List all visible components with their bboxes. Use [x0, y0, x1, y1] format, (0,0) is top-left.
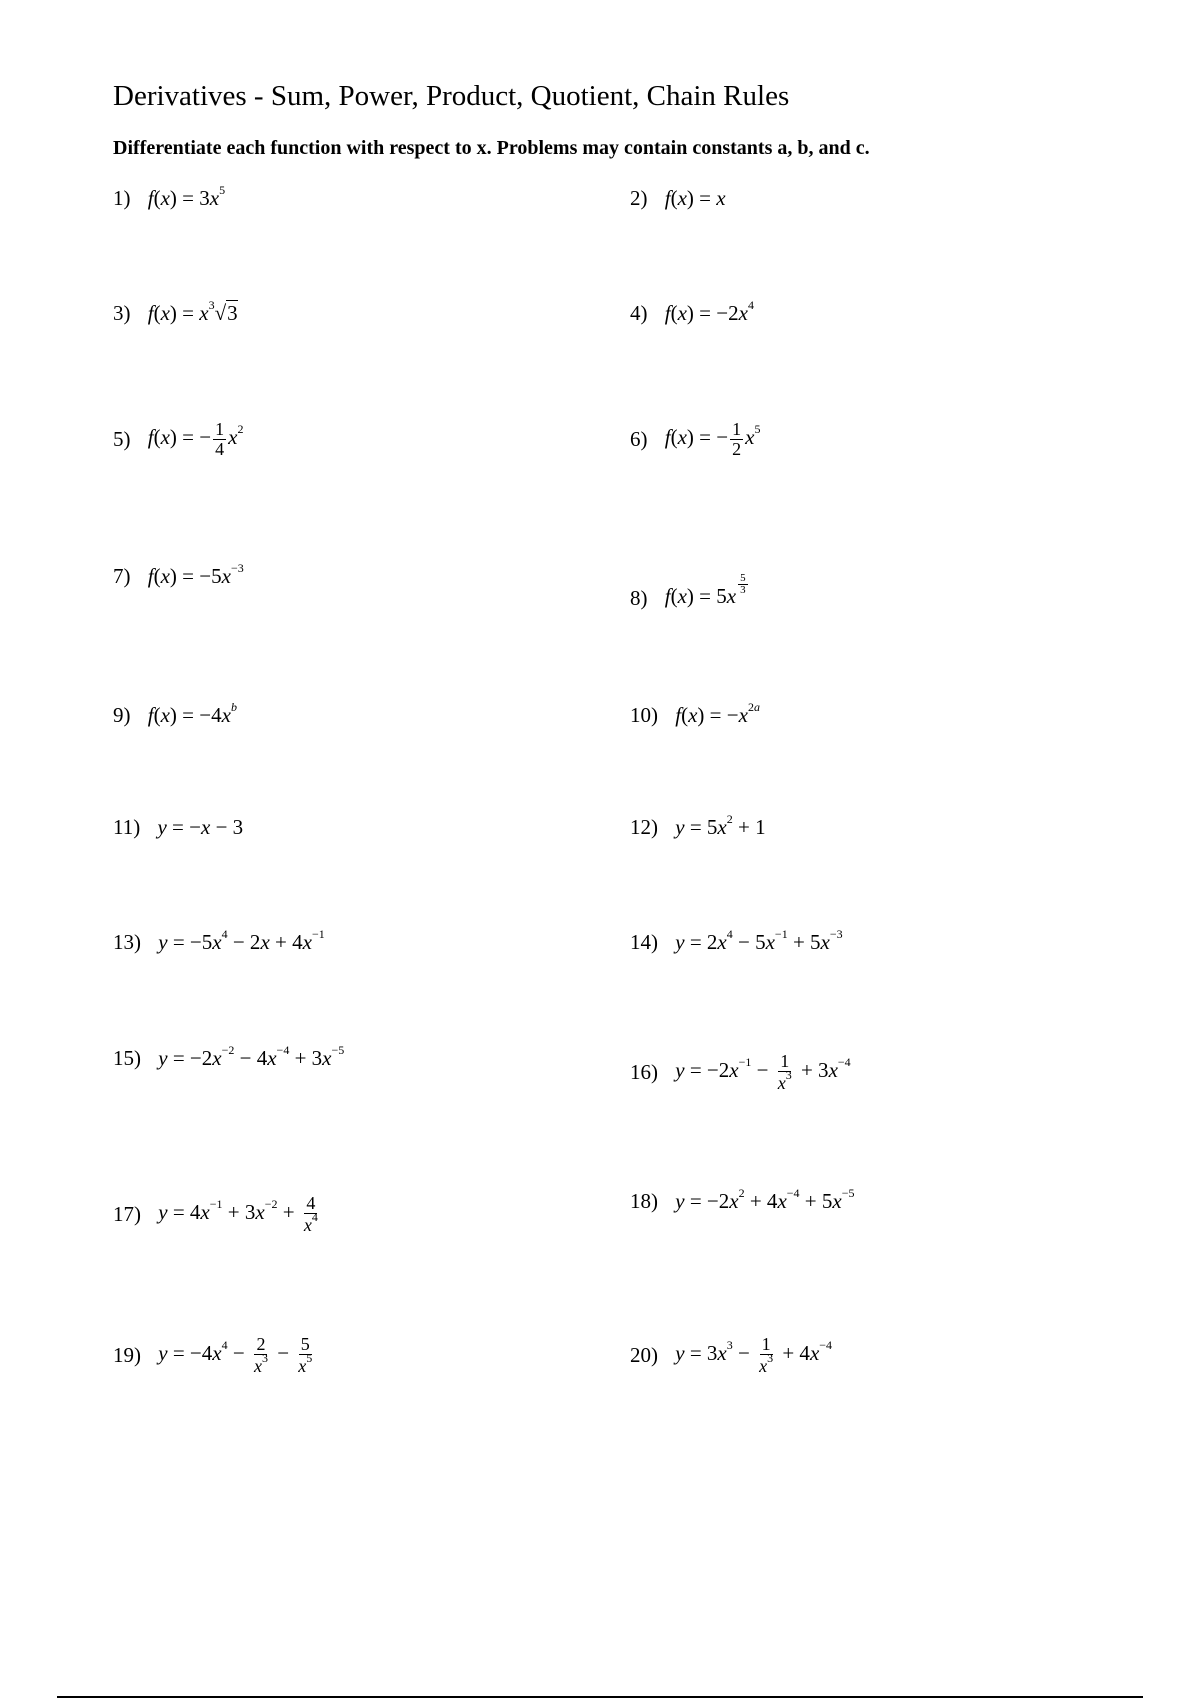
- problem-expression: f(x) = − $\frac{1}{2}$ $x^5$: [664, 419, 761, 459]
- problem-number: 12): [630, 814, 658, 839]
- problem-20: [630, 1335, 832, 1376]
- problem-expression: $f(x) = -x^{2a}$: [675, 700, 760, 728]
- page-title: Derivatives - Sum, Power, Product, Quotient, Chain Rules: [113, 80, 790, 112]
- problem-number: 20): [630, 1342, 658, 1367]
- problem-number: 17): [113, 1201, 141, 1226]
- problem-expression: $y = -2x^2 + 4x^{-4} + 5x^{-5}$: [675, 1186, 855, 1214]
- problem-expression: y = −x − 3: [157, 814, 244, 839]
- page-bottom-rule: [57, 1696, 1143, 1698]
- problem-expression: $f(x) = 3x^5$: [147, 183, 226, 211]
- problem-16: [630, 1052, 851, 1093]
- problem-number: 19): [113, 1342, 141, 1367]
- problem-number: 10): [630, 702, 658, 727]
- problem-expression: $f(x) = -4x^b$: [147, 700, 237, 728]
- problem-expression: $f(x) = -5x^{-3}$: [147, 561, 244, 589]
- problem-number: 15): [113, 1045, 141, 1070]
- problem-8: [630, 572, 750, 610]
- problem-7: [113, 561, 244, 589]
- problem-number: 7): [113, 563, 131, 588]
- problem-expression: $f(x) = -2x^4$: [664, 298, 754, 326]
- problem-expression: f(x) = 5x $\frac{5}{3}$: [664, 572, 746, 609]
- problem-expression: $y = -2x^{-1}$ − $\frac{1}{x^3}$ + $3x^{-4}$: [675, 1051, 851, 1093]
- problem-17: [113, 1194, 322, 1235]
- problem-number: 16): [630, 1059, 658, 1084]
- problem-number: 13): [113, 929, 141, 954]
- problem-15: [113, 1043, 345, 1071]
- problem-5: [113, 420, 243, 459]
- problem-11: [113, 815, 243, 838]
- problem-expression: f(x) = x: [664, 185, 726, 210]
- problem-14: [630, 927, 843, 955]
- problem-number: 4): [630, 300, 648, 325]
- problem-2: [630, 186, 726, 209]
- problem-12: [630, 812, 766, 840]
- problem-9: [113, 700, 237, 728]
- problem-number: 11): [113, 814, 141, 839]
- problem-expression: $y = 2x^4 - 5x^{-1} + 5x^{-3}$: [675, 927, 843, 955]
- problem-expression: f(x) = − $\frac{1}{4}$ $x^2$: [147, 419, 244, 459]
- problem-expression: $y = -4x^4$ − $\frac{2}{x^3}$ − $\frac{5}{x^5}$: [158, 1334, 313, 1376]
- problem-expression: $y = -2x^{-2} - 4x^{-4} + 3x^{-5}$: [158, 1043, 345, 1071]
- problem-4: [630, 298, 754, 326]
- problem-number: 2): [630, 185, 648, 210]
- problem-6: [630, 420, 760, 459]
- problem-expression: $y = 5x^2 + 1$: [675, 812, 766, 840]
- problem-number: 18): [630, 1188, 658, 1213]
- problem-1: [113, 183, 226, 211]
- problem-expression: $y = -5x^4 - 2x + 4x^{-1}$: [158, 927, 325, 955]
- problem-number: 8): [630, 585, 648, 610]
- problem-number: 6): [630, 426, 648, 451]
- problem-13: [113, 927, 325, 955]
- problem-number: 14): [630, 929, 658, 954]
- problem-expression: $y = 4x^{-1} + 3x^{-2}$ + $\frac{4}{x^4}$: [158, 1193, 318, 1235]
- problem-number: 9): [113, 702, 131, 727]
- problem-10: [630, 700, 760, 728]
- instructions: Differentiate each function with respect to x. Problems may contain constants a, b, and c.: [113, 137, 870, 159]
- problem-number: 1): [113, 185, 131, 210]
- problem-expression: $y = 3x^3$ − $\frac{1}{x^3}$ + $4x^{-4}$: [675, 1334, 833, 1376]
- problem-3: [113, 298, 238, 326]
- problem-number: 5): [113, 426, 131, 451]
- problem-number: 3): [113, 300, 131, 325]
- problem-expression: $f(x) = x^3√3$: [147, 298, 238, 326]
- problem-18: [630, 1186, 855, 1214]
- problem-19: [113, 1335, 316, 1376]
